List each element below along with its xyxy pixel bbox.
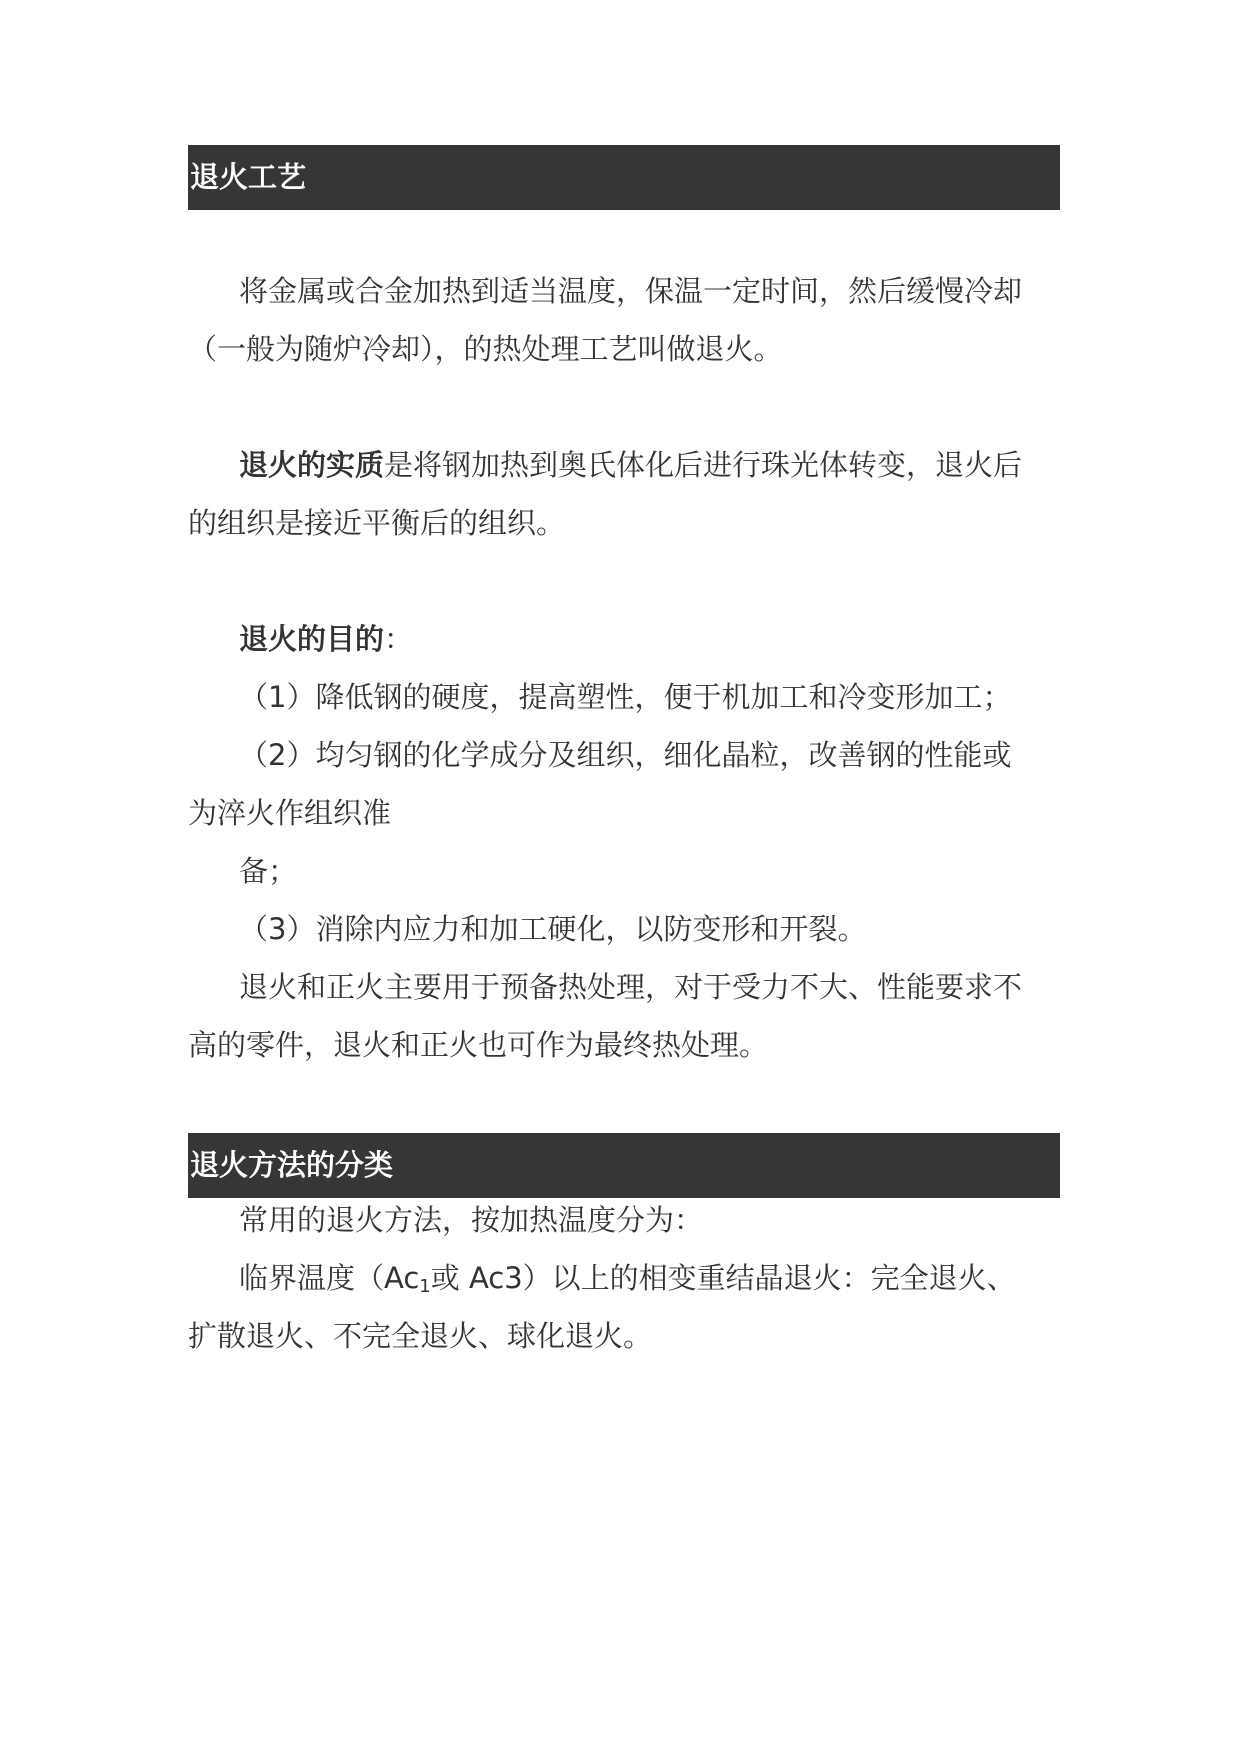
list-item: （3）消除内应力和加工硬化，以防变形和开裂。 [239, 912, 867, 946]
paragraph-text: 或 Ac3）以上的相变重结晶退火：完全退火、 [430, 1261, 1016, 1295]
paragraph-line: 的组织是接近平衡后的组织。 [188, 506, 566, 540]
subscript-text: 1 [419, 1276, 431, 1297]
section-heading-text: 退火工艺 [190, 160, 307, 194]
paragraph-line [239, 619, 1119, 659]
section-heading-text: 退火方法的分类 [190, 1148, 394, 1182]
paragraph-text: 是将钢加热到奥氏体化后进行珠光体转变，退火后 [384, 448, 1023, 482]
list-item-continuation: 为淬火作组织准 [188, 796, 392, 830]
paragraph-line [239, 445, 1119, 485]
paragraph-line [239, 1258, 1119, 1307]
paragraph-line: 高的零件，退火和正火也可作为最终热处理。 [188, 1028, 769, 1062]
paragraph-line: 常用的退火方法，按加热温度分为： [239, 1203, 704, 1237]
bold-term: 退火的目的 [239, 622, 385, 656]
list-item: （2）均匀钢的化学成分及组织，细化晶粒，改善钢的性能或 [239, 738, 1012, 772]
section-heading-annealing-classification [188, 1133, 1060, 1198]
section-heading-annealing-process [188, 145, 1060, 210]
list-item: （1）降低钢的硬度，提高塑性，便于机加工和冷变形加工； [239, 680, 1012, 714]
paragraph-line: 扩散退火、不完全退火、球化退火。 [188, 1319, 653, 1353]
colon-text: ： [384, 622, 414, 656]
bold-term: 退火的实质 [239, 448, 385, 482]
paragraph-line: 将金属或合金加热到适当温度，保温一定时间，然后缓慢冷却 [239, 274, 1023, 308]
paragraph-line: （一般为随炉冷却），的热处理工艺叫做退火。 [188, 332, 783, 366]
paragraph-line: 退火和正火主要用于预备热处理，对于受力不大、性能要求不 [239, 970, 1023, 1004]
paragraph-text: 临界温度（Ac [239, 1261, 420, 1295]
list-item-continuation: 备； [239, 854, 298, 888]
